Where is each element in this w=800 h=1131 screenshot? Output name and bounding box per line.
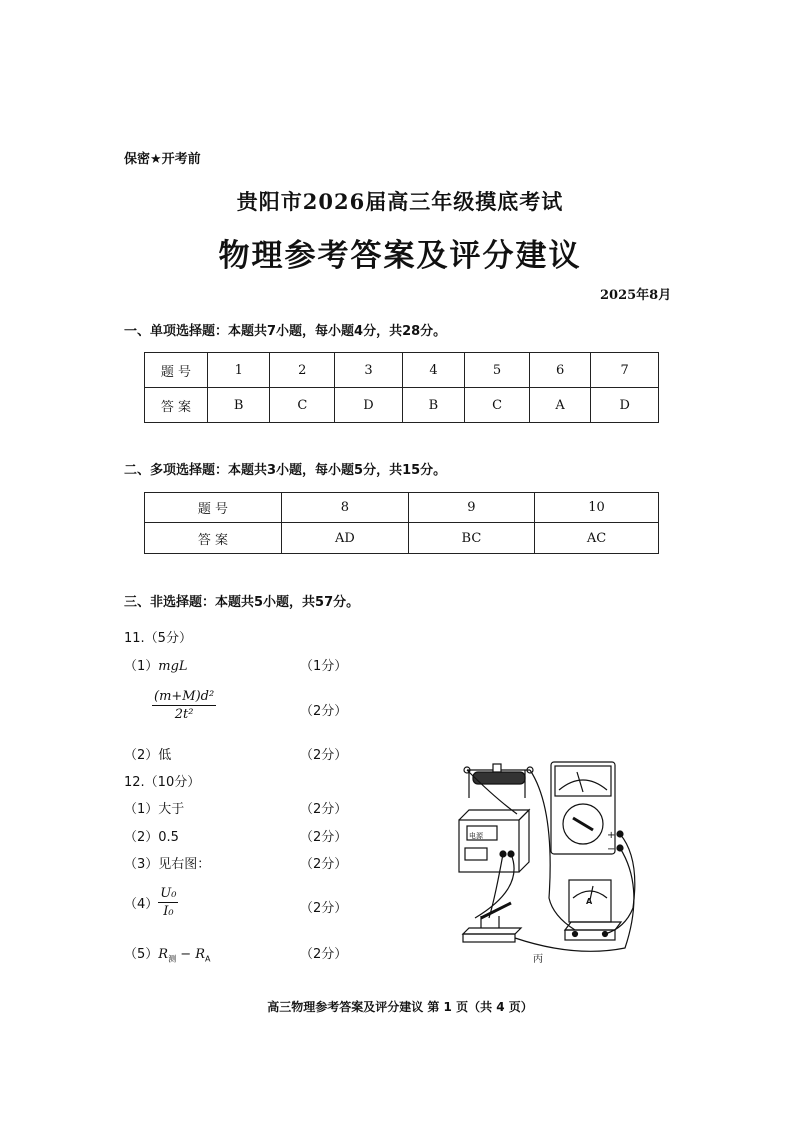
svg-text:−: − [607,844,616,855]
ammeter-label: A [586,897,593,906]
subscript: A [205,954,211,964]
question-number: 4 [402,353,464,388]
page-footer: 高三物理参考答案及评分建议 第 1 页（共 4 页） [267,1000,533,1014]
score: （2分） [300,802,348,817]
question-number: 2 [270,353,335,388]
figure-caption: 丙 [533,954,543,965]
section3-heading: 三、非选择题：本题共5小题，共57分。 [124,595,360,610]
section1-heading: 一、单项选择题：本题共7小题，每小题4分，共28分。 [124,324,447,339]
part-label: （1） [124,802,159,817]
answer-text: 0.5 [158,830,179,845]
part-label: （1） [124,659,159,674]
svg-text:+: + [607,830,616,841]
q12-part5 [124,943,211,965]
exam-title: 贵阳市2026届高三年级摸底考试 [236,189,564,214]
confidential-label: 保密★开考前 [124,152,201,167]
score: （2分） [300,947,348,962]
score: （2分） [300,830,348,845]
question-number: 8 [282,493,409,523]
score: （2分） [300,748,348,763]
answer-cell: A [529,388,590,423]
row-label-answer: 答 案 [145,523,282,554]
q12-title: 12.（10分） [124,775,201,790]
resistance-symbol: − R [176,947,206,962]
answer-text: 见右图： [158,857,211,872]
answer-cell: C [465,388,530,423]
answer-cell: AC [535,523,659,554]
multi-choice-answer-table [144,492,659,554]
question-number: 5 [465,353,530,388]
fraction [152,689,216,722]
question-number: 3 [335,353,403,388]
row-label-number: 题 号 [145,353,208,388]
q11-title: 11.（5分） [124,631,192,646]
answer-text: 低 [158,748,172,763]
answer-cell: D [591,388,659,423]
denominator: 2t² [174,707,194,722]
rheostat-icon [464,764,533,798]
answer-cell: B [208,388,270,423]
power-supply-icon [459,810,529,872]
row-label-number: 题 号 [145,493,282,523]
row-label-answer: 答 案 [145,388,208,423]
answer-cell: D [335,388,403,423]
question-number: 9 [408,493,534,523]
score: （2分） [300,704,348,719]
answer-cell: C [270,388,335,423]
q11-part2 [124,744,171,763]
question-number: 1 [208,353,270,388]
question-number: 7 [591,353,659,388]
q12-part3 [124,853,210,872]
document-date: 2025年8月 [600,288,672,303]
answer-cell: B [402,388,464,423]
answer-text: 大于 [158,802,185,817]
part-label: （2） [124,748,159,763]
power-label: 电源 [469,832,483,840]
numerator: (m+M)d² [154,689,215,704]
score: （2分） [300,901,348,916]
score: （2分） [300,857,348,872]
single-choice-answer-table [144,352,659,423]
document-title: 物理参考答案及评分建议 [218,238,582,274]
part-label: （3） [124,857,159,872]
circuit-diagram [455,758,655,968]
fraction [158,886,178,919]
q11-fraction [152,689,216,722]
resistance-symbol: R [158,947,169,962]
answer-cell: AD [282,523,409,554]
q12-part4 [124,886,178,919]
score: （1分） [300,659,348,674]
part-label: （4） [124,897,159,912]
answer-expression: mgL [158,659,188,674]
part-label: （2） [124,830,159,845]
numerator: U₀ [160,886,177,901]
part-label: （5） [124,947,159,962]
answer-cell: BC [408,523,534,554]
question-number: 10 [535,493,659,523]
subscript: 测 [168,954,177,964]
denominator: I₀ [163,904,174,919]
section2-heading: 二、多项选择题：本题共3小题，每小题5分，共15分。 [124,463,447,478]
q12-part2 [124,826,179,845]
multimeter-icon [551,762,623,855]
question-number: 6 [529,353,590,388]
q11-part1 [124,655,188,674]
q12-part1 [124,798,184,817]
